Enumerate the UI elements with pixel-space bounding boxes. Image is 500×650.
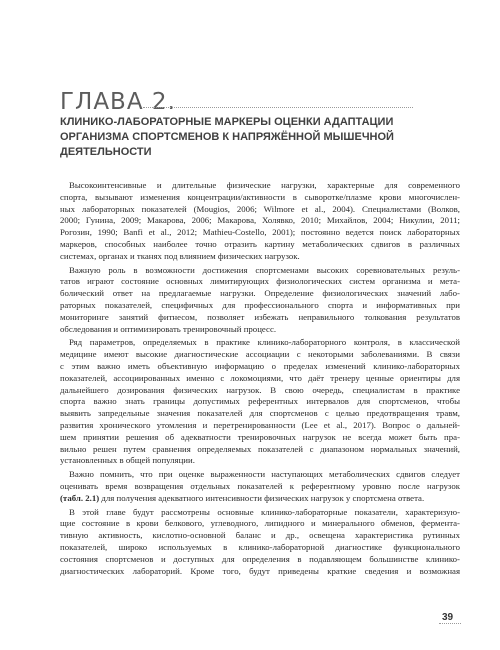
chapter-title-line: ДЕЯТЕЛЬНОСТИ — [60, 146, 152, 158]
chapter-title-line: КЛИНИКО-ЛАБОРАТОРНЫЕ МАРКЕРЫ ОЦЕНКИ АДАПТАЦИИ — [60, 116, 394, 128]
text-line: ных лабораторных показателей (Mougios, 2006; Wilmore et al., 2004). Специалистами (Волков, — [60, 203, 460, 214]
chapter-title-line: ОРГАНИЗМА СПОРТСМЕНОВ К НАПРЯЖЁННОЙ МЫШЕЧНОЙ — [60, 131, 394, 143]
paragraph-4 — [60, 469, 460, 504]
text-line: вильно решен путем сравнения определяемых показателей с диапазоном нормальных значений, — [60, 443, 460, 454]
text-line: В этой главе будут рассмотрены основные клинико-лабораторные показатели, характеризую- — [69, 506, 460, 517]
text-line: спорта, вызывают изменения концентрации/активности в сыворотке/плазме крови многочислен- — [60, 191, 460, 202]
text-line: состояния спортсменов и доступных для определения в подавляющем большинстве клинико- — [60, 553, 460, 564]
text-line: установленных в общей популяции. — [60, 455, 195, 466]
paragraph-1 — [60, 180, 460, 263]
text-line: щие состояние в крови белкового, углеводного, липидного и минерального обменов, фермента- — [60, 518, 460, 529]
text-line: с этим важно иметь объективную информацию о пределах изменений клинико-лабораторных — [60, 360, 460, 371]
text-line: Ряд параметров, определяемых в практике клинико-лабораторного контроля, в классической — [69, 337, 460, 348]
text-line: татов играют состояние основных лимитирующих физиологических систем организма и мета- — [60, 276, 460, 287]
chapter-title-rule — [143, 107, 413, 108]
body-text — [60, 180, 460, 579]
text-line: выявить запредельные значения показателей для спортсменов с целью предотвращения травм, — [60, 408, 460, 419]
chapter-label: ГЛАВА 2. — [60, 89, 176, 115]
table-reference: (табл. 2.1) — [60, 492, 100, 503]
chapter-title — [60, 115, 460, 160]
text-line: показателей, ассоциированных именно с локомоциями, что даёт тренеру ценные ориентиры для — [60, 372, 460, 383]
text-line: показателей, широко используемых в клинико-лабораторной диагностике функционального — [60, 541, 460, 552]
page-number-rule — [439, 623, 461, 624]
text-line: шем принятии решения об адекватности тренировочных нагрузок не всегда может быть пра- — [60, 431, 460, 442]
text-line: системах, органах и тканях под влиянием физических нагрузок. — [60, 250, 300, 261]
text-line: развития хронического утомления и перетренированности (Lee et al., 2017). Вопрос о дальней- — [60, 419, 460, 430]
text-line: дальнейшего дозирования физических нагрузок. В свою очередь, специалистам в практике — [60, 384, 460, 395]
paragraph-5 — [60, 507, 460, 578]
text-line: 2000; Гунина, 2009; Макарова, 2006; Макарова, Холявко, 2010; Михайлов, 2004; Никулин, 2011; — [60, 215, 460, 226]
text-line: Высокоинтенсивные и длительные физические нагрузки, характерные для современного — [69, 180, 460, 190]
paragraph-3 — [60, 337, 460, 467]
text-line: оценивать время возвращения отдельных показателей к референтному уровню после нагрузок — [60, 480, 460, 491]
text-line: маркеров, способных наиболее точно отразить картину метаболических сдвигов в различных — [60, 238, 460, 249]
text-line: Рогозин, 1990; Banfi et al., 2012; Mathieu-Costello, 2001); постоянно ведется поиск лабораторных — [60, 227, 460, 238]
text-line: обследования и оптимизировать тренировочный процесс. — [60, 323, 277, 334]
text-line: Важную роль в возможности достижения спортсменами высоких соревновательных резуль- — [69, 264, 460, 275]
text-line: медицине имеют высокие диагностические ассоциации с некоторыми заболеваниями. В связи — [60, 349, 460, 360]
page-number: 39 — [442, 612, 454, 623]
text-line: (табл. 2.1) для получения адекватного интенсивности физических нагрузок у спортсмена ответа. — [60, 492, 425, 503]
text-line: мониторинге занятий фитнесом, позволяет избежать неправильного толкования результатов — [60, 311, 460, 322]
text-line: тивную активность, кислотно-основной баланс и др., освещена характеристика рутинных — [60, 530, 460, 541]
text-line: раторных показателей, специфичных для профессионального спорта и информативных при — [60, 299, 460, 310]
text-line: Важно помнить, что при оценке выраженности наступающих метаболических сдвигов следует — [69, 469, 460, 480]
text-line: диагностических лабораторий. Кроме того, будут приведены краткие сведения и возможная — [60, 565, 460, 576]
text-line: болический ответ на предлагаемые нагрузки. Определение физиологических значений лабо- — [60, 288, 460, 299]
text-line: спорта важно знать границы допустимых референтных интервалов для спортсменов, чтобы — [60, 396, 460, 407]
paragraph-2 — [60, 265, 460, 336]
